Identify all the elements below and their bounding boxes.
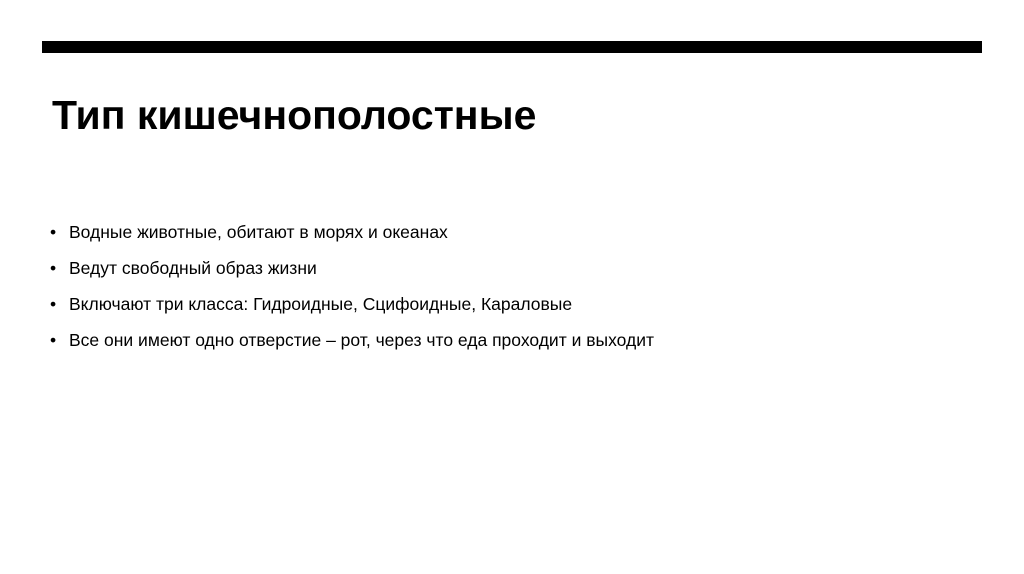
bullet-text: Все они имеют одно отверстие – рот, через что еда проходит и выходит <box>69 330 654 350</box>
slide-title: Тип кишечнополостные <box>52 92 537 138</box>
bullet-text: Водные животные, обитают в морях и океанах <box>69 222 448 242</box>
bullet-text: Включают три класса: Гидроидные, Сцифоидные, Караловые <box>69 294 573 314</box>
bullet-dot-icon: • <box>50 222 57 242</box>
top-divider-bar <box>42 41 982 53</box>
bullet-dot-icon: • <box>50 294 57 314</box>
bullet-dot-icon: • <box>50 258 57 278</box>
bullet-text: Ведут свободный образ жизни <box>69 258 317 278</box>
bullet-dot-icon: • <box>50 330 57 350</box>
